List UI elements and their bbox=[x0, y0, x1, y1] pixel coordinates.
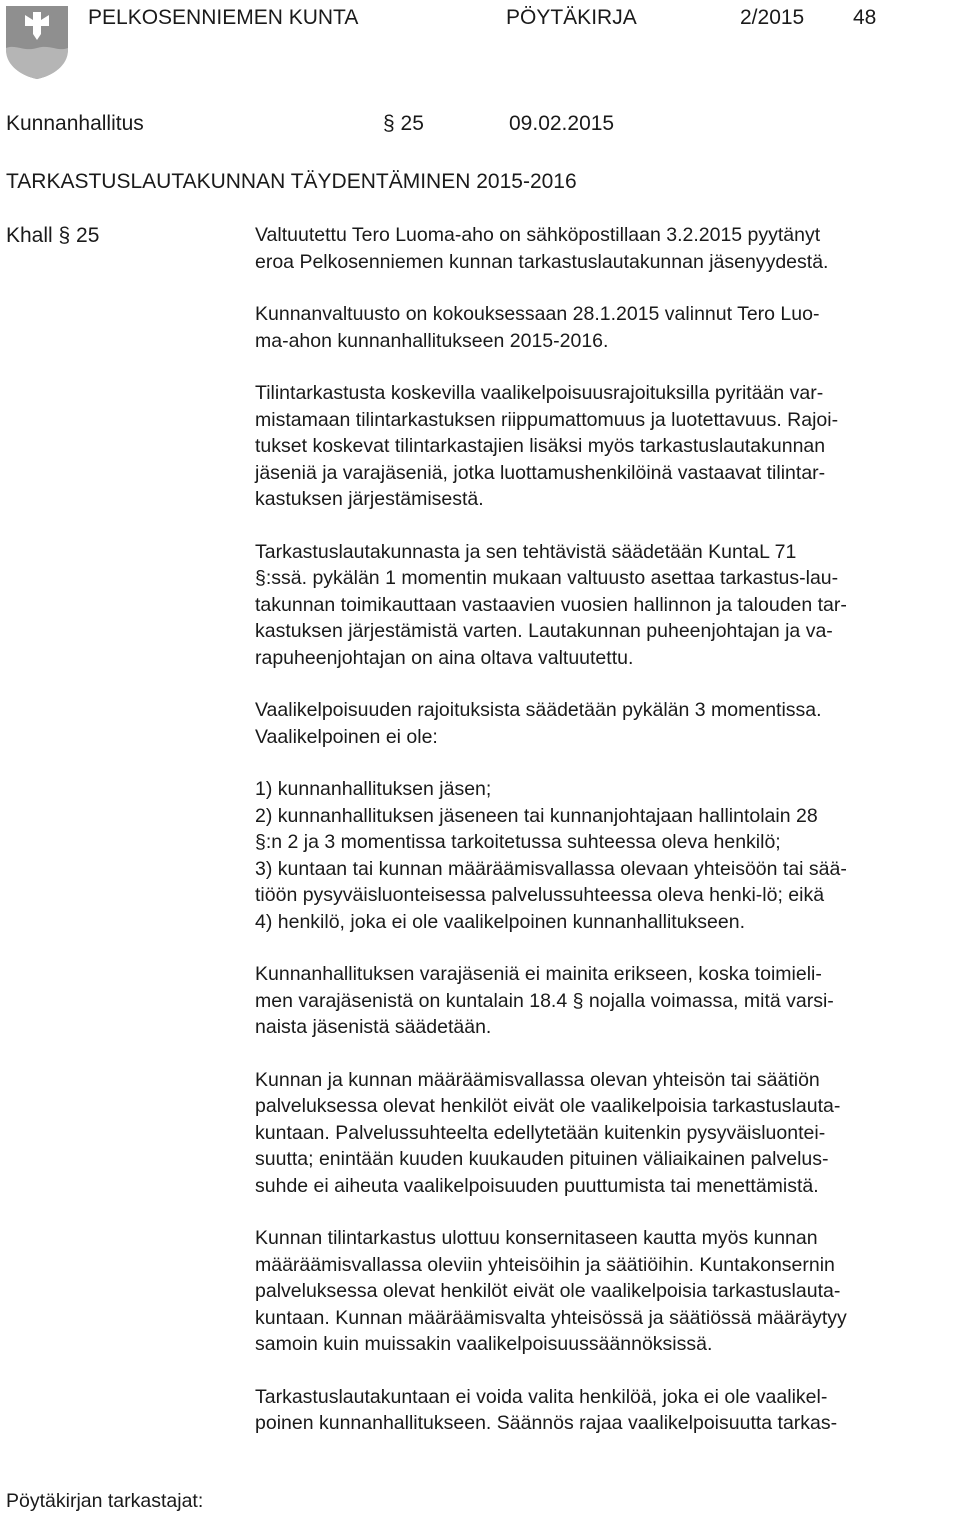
page-title: TARKASTUSLAUTAKUNNAN TÄYDENTÄMINEN 2015-2016 bbox=[6, 170, 577, 193]
document-type: PÖYTÄKIRJA bbox=[506, 6, 637, 29]
document-number: 2/2015 bbox=[740, 6, 805, 29]
body-paragraph: Kunnan ja kunnan määräämisvallassa olevan yhteisön tai säätiön palveluksessa olevat henkilöt eivät ole vaalikelpoisia tarkastuslauta- kuntaan. Palvelussuhteelta edellytetään kuitenkin pysyväisluontei- suutta; enintään kuuden kuukauden pituinen väliaikainen palvelus- suhde ei aiheuta vaalikelpoisuuden puuttumista tai menettämistä. bbox=[255, 1068, 841, 1197]
meeting-body: Kunnanhallitus bbox=[6, 112, 144, 135]
body-paragraph: Kunnanhallituksen varajäseniä ei mainita erikseen, koska toimieli- men varajäsenistä on kuntalain 18.4 § nojalla voimassa, mitä varsi- naista jäsenistä säädetään. bbox=[255, 963, 834, 1038]
section-label: Khall § 25 bbox=[6, 224, 100, 247]
footer-label: Pöytäkirjan tarkastajat: bbox=[6, 1490, 204, 1512]
meeting-date: 09.02.2015 bbox=[509, 112, 615, 135]
page-number: 48 bbox=[853, 6, 877, 29]
body-paragraph: Tarkastuslautakunnasta ja sen tehtävistä säädetään KuntaL 71 §:ssä. pykälän 1 momentin mukaan valtuusto asettaa tarkastus-lau- takunnan toimikauttaan vastaavien vuosien hallinnon ja talouden tar- kastuksen järjestämistä varten. Lautakunnan puheenjohtajan ja va- rapuheenjohtajan on aina oltava valtuutettu. bbox=[255, 540, 847, 669]
body-paragraph: Kunnanvaltuusto on kokouksessaan 28.1.2015 valinnut Tero Luo- ma-ahon kunnanhallitukseen 2015-2016. bbox=[255, 303, 820, 352]
body-paragraph: Vaalikelpoisuuden rajoituksista säädetään pykälän 3 momentissa. Vaalikelpoinen ei ole: bbox=[255, 699, 822, 748]
body-paragraph: Tarkastuslautakuntaan ei voida valita henkilöä, joka ei ole vaalikel- poinen kunnanhallitukseen. Säännös rajaa vaalikelpoisuutta tarkas- bbox=[255, 1385, 838, 1434]
organization-name: PELKOSENNIEMEN KUNTA bbox=[88, 6, 359, 29]
body-paragraph: Tilintarkastusta koskevilla vaalikelpoisuusrajoituksilla pyritään var- mistamaan tilintarkastuksen riippumattomuus ja luotettavuus. Rajoi- tukset koskevat tilintarkastajien lisäksi myös tarkastuslautakunnan jäseniä ja varajäseniä, jotka luottamushenkilöinä vastaavat tilintar- kastuksen järjestämisestä. bbox=[255, 382, 839, 510]
coat-of-arms-icon bbox=[4, 4, 70, 80]
eligibility-list: 1) kunnanhallituksen jäsen; 2) kunnanhallituksen jäseneen tai kunnanjohtajaan hallintolain 28 §:n 2 ja 3 momentissa tarkoitetussa suhteessa oleva henkilö; 3) kuntaan tai kunnan määräämisvallassa olevaan yhteisöön tai sää- tiöön pysyväisluonteisessa palvelussuhteessa oleva henki-lö; eikä 4) henkilö, joka ei ole vaalikelpoinen kunnanhallitukseen. bbox=[255, 778, 847, 933]
meeting-paragraph: § 25 bbox=[383, 112, 424, 135]
body-paragraph: Kunnan tilintarkastus ulottuu konsernitaseen kautta myös kunnan määräämisvallassa oleviin yhteisöihin ja säätiöihin. Kuntakonsernin palveluksessa olevat henkilöt eivät ole vaalikelpoisia tarkastuslauta- kuntaan. Kunnan määräämisvalta yhteisössä ja säätiössä määräytyy samoin kuin muissakin vaalikelpoisuussäännöksissä. bbox=[255, 1227, 847, 1355]
document-body bbox=[255, 222, 960, 1437]
body-paragraph: Valtuutettu Tero Luoma-aho on sähköpostillaan 3.2.2015 pyytänyt eroa Pelkosenniemen kunnan tarkastuslautakunnan jäsenyydestä. bbox=[255, 224, 829, 273]
